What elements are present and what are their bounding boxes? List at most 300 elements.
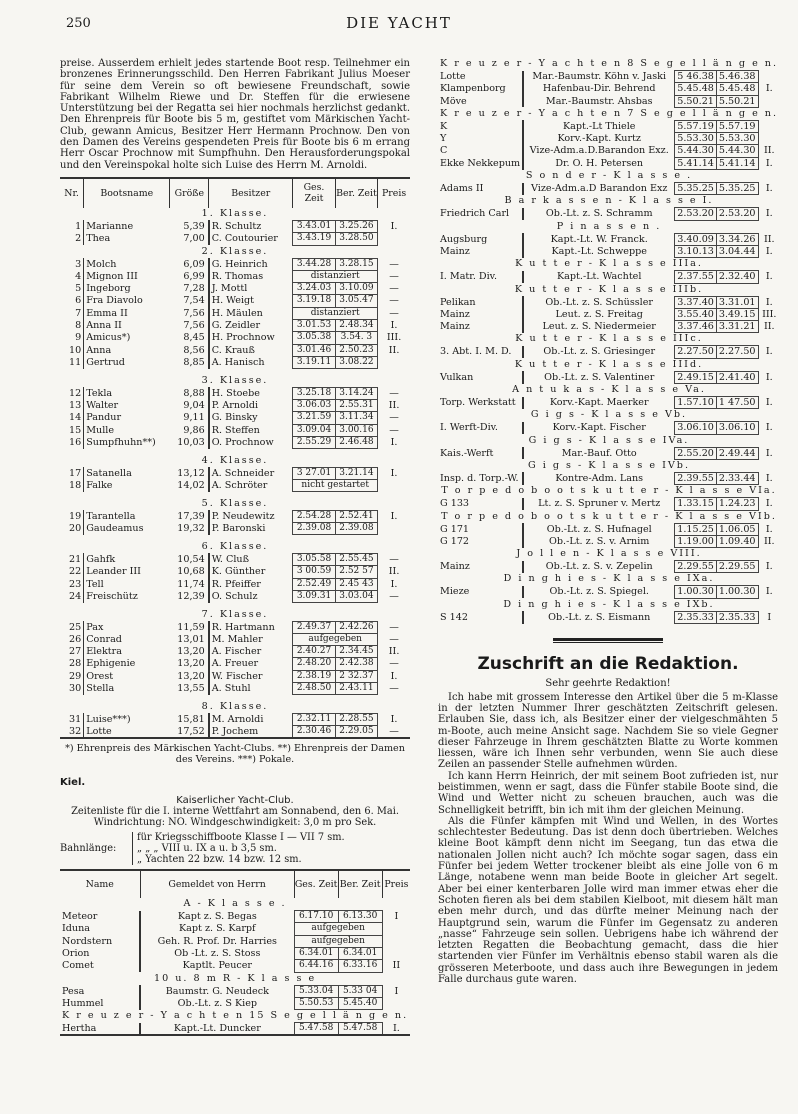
footnotes: *) Ehrenpreis des Märkischen Yacht-Clubs. **) Ehrenpreis der Damen des Vereins. ***) Pokale. bbox=[65, 743, 405, 766]
cell-size: 8,85 bbox=[170, 356, 209, 368]
table-row bbox=[60, 270, 410, 282]
table-row bbox=[60, 400, 410, 412]
course-lines bbox=[132, 832, 345, 865]
class-heading-row bbox=[60, 455, 410, 468]
table-row bbox=[60, 658, 410, 670]
cell-nr: 32 bbox=[68, 725, 82, 737]
cell-time-total: 3.10.13 bbox=[675, 245, 717, 257]
cell-time-corrected: 5.46.38 bbox=[716, 71, 758, 83]
cell-owner: Korv.-Kapt. Maerker bbox=[523, 397, 675, 409]
cell-nr: 4 bbox=[75, 270, 82, 282]
cell-owner: Baumstr. G. Neudeck bbox=[140, 985, 294, 997]
cell-time-corrected: 1.09.40 bbox=[716, 535, 758, 547]
cell-prize bbox=[758, 95, 780, 107]
cell-time-total: 5 46.38 bbox=[675, 71, 717, 83]
class-heading: K r e u z e r - Y a c h t e n 15 S e g e l l ä n g e n. bbox=[62, 1010, 409, 1022]
cell-name: Pesa bbox=[62, 985, 85, 997]
cell-status: aufgegeben bbox=[294, 935, 382, 947]
cell-prize: I. bbox=[765, 397, 773, 409]
cell-owner: A. Freuer bbox=[211, 658, 259, 670]
table-row bbox=[438, 233, 780, 245]
cell-boatname: Tekla bbox=[84, 387, 170, 399]
cell-name: Comet bbox=[62, 960, 94, 972]
cell-time-corrected: 3.28.50 bbox=[335, 233, 377, 245]
cell-time-corrected: 2.53.20 bbox=[716, 208, 758, 220]
cell-nr: 20 bbox=[68, 523, 82, 535]
cell-owner: Kapt.-Lt. Schweppe bbox=[523, 245, 675, 257]
class-heading: G i g s - K l a s s e Vb. bbox=[530, 409, 688, 421]
cell-prize bbox=[382, 935, 410, 947]
class-heading: K u t t e r - K l a s s e IIIb. bbox=[514, 283, 704, 295]
cell-size: 9,86 bbox=[170, 424, 209, 436]
cell-time-corrected: 3.28.15 bbox=[335, 258, 377, 270]
cell-name: Klampenborg bbox=[440, 83, 506, 95]
class-heading-row bbox=[438, 459, 780, 472]
cell-time-corrected: 2.52 57 bbox=[335, 566, 377, 578]
cell-prize: II bbox=[392, 960, 401, 972]
cell-time-corrected: 3.00.16 bbox=[335, 424, 377, 436]
table-row bbox=[60, 670, 410, 682]
class-heading-row bbox=[438, 358, 780, 371]
cell-prize: I. bbox=[765, 498, 773, 510]
cell-time-corrected: 5.35.25 bbox=[716, 183, 758, 195]
cell-name: Augsburg bbox=[440, 233, 488, 245]
cell-nr: 9 bbox=[75, 332, 82, 344]
cell-name: Möve bbox=[440, 95, 467, 107]
cell-name: Mieze bbox=[440, 586, 470, 598]
table-row bbox=[60, 332, 410, 344]
cell-name: S 142 bbox=[440, 611, 468, 623]
cell-nr: 10 bbox=[68, 344, 82, 356]
cell-prize: II. bbox=[763, 535, 775, 547]
cell-owner: Ob.-Lt. z. S. Schramm bbox=[523, 208, 675, 220]
class-heading: K u t t e r - K l a s s e IIIc. bbox=[515, 333, 703, 345]
intro-paragraph: preise. Ausserdem erhielt jedes startende Boot resp. Teilnehmer ein bronzenes Erinnerungsschild. Den Herren Fabrikant Julius Moeser für seine dem Verein so oft bewiesene Freundschaft, sowie Fabrikant Wilhelm Riewe und Dr. Steffen für die erwiesene Unterstützung bei der Regatta sei hier nochmals herzlichst gedankt. Den Ehrenpreis für Boote bis 5 m, gestiftet vom Märkischen Yacht-Club, gewann Amicus, Besitzer Herr Hermann Prochnow. Den von den Damen des Vereins gespendeten Preis für Boote bis 6 m errang Herr Oscar Prochnow mit Sumpfhuhn. Den Herausforderungspokal und den Vereinspokal holte sich Luise des Herrn M. Arnoldi. bbox=[60, 58, 410, 171]
cell-time-total: 3.06.10 bbox=[675, 422, 717, 434]
cell-prize: — bbox=[389, 387, 399, 399]
table-row bbox=[60, 436, 410, 448]
cell-time-corrected: 3.49.15 bbox=[716, 308, 758, 320]
table-row bbox=[438, 422, 780, 434]
cell-prize: I. bbox=[765, 561, 773, 573]
class-heading: K u t t e r - K l a s s e IIIa. bbox=[515, 258, 703, 270]
cell-nr: 3 bbox=[75, 258, 82, 270]
cell-name: Meteor bbox=[62, 911, 98, 923]
cell-owner: P. Arnoldi bbox=[211, 400, 259, 412]
cell-owner: Ob.-Lt. z. S. Hufnagel bbox=[523, 523, 675, 535]
cell-size: 6,09 bbox=[170, 258, 209, 270]
cell-owner: Ob.-Lt. z. S. Schüssler bbox=[523, 296, 675, 308]
cell-status: aufgegeben bbox=[293, 633, 378, 645]
cell-time-corrected: 2.42.26 bbox=[335, 621, 377, 633]
cell-prize: I. bbox=[390, 713, 398, 725]
class-heading-row bbox=[438, 333, 780, 346]
table-row bbox=[438, 611, 780, 623]
cell-prize: I bbox=[394, 985, 399, 997]
cell-owner: Vize-Adm.a.D Barandon Exz bbox=[523, 183, 675, 195]
journal-title: DIE YACHT bbox=[346, 14, 452, 32]
table-row bbox=[60, 713, 410, 725]
cell-size: 6,99 bbox=[170, 270, 209, 282]
cell-owner: H. Mäulen bbox=[211, 307, 263, 319]
letter-paragraph: Als die Fünfer kämpfen mit Wind und Wellen, in des Wortes schlechtester Bedeutung. Das ist denn doch übertrieben. Welches kleine Boot kämpft denn nicht im Seegang, tun das etwa die nationalen Jollen nicht auch? Ich möchte sogar sagen, dass ein Fünfer bei jedem Wetter trockener bleibt als eine Jolle von 6 m Länge, notabene wenn man beide Boote in gleicher Art segelt. Aber bei einer kenterbaren Jolle wird man immer etwas eher die Schoten fieren als bei dem stabilen Kielboot, mit diesem hält man eben mehr durch, und das dürfte meiner Meinung nach der Hauptgrund sein, warum die Fünfer im Gegensatz zu anderen „nasse“ Fahrzeuge sein sollen. Uebrigens habe ich während der letzten Regatten die Beobachtung gemacht, dass die hier startenden vier Fünfer im Verhältnis ebenso stabil waren als die grösseren Meterboote, und dass auch ihre Bewegungen in jedem Falle durchaus gute waren. bbox=[438, 815, 778, 986]
cell-size: 13,55 bbox=[170, 683, 209, 695]
cell-prize: — bbox=[389, 621, 399, 633]
table-row bbox=[438, 586, 780, 598]
class-heading-row bbox=[60, 1010, 410, 1023]
cell-time-corrected: 5.41.14 bbox=[716, 157, 758, 169]
cell-prize: — bbox=[389, 270, 399, 282]
cell-prize: I bbox=[394, 911, 399, 923]
cell-size: 14,02 bbox=[170, 480, 209, 492]
cell-name: 3. Abt. I. M. D. bbox=[440, 346, 512, 358]
class-heading: A n t u k a s - K l a s s e Va. bbox=[512, 384, 706, 396]
cell-time-corrected: 3.54. 3 bbox=[335, 332, 377, 344]
cell-prize: — bbox=[389, 683, 399, 695]
cell-boatname: Marianne bbox=[84, 220, 170, 232]
cell-owner: Kapt.-Lt. W. Franck. bbox=[523, 233, 675, 245]
cell-owner: R. Hartmann bbox=[211, 621, 275, 633]
cell-prize: — bbox=[389, 424, 399, 436]
class-heading: J o l l e n - K l a s s e VIII. bbox=[516, 548, 702, 560]
cell-time-total: 1.33.15 bbox=[675, 498, 717, 510]
cell-boatname: Falke bbox=[84, 480, 170, 492]
cell-prize bbox=[382, 997, 410, 1009]
cell-boatname: Ephigenie bbox=[84, 658, 170, 670]
cell-size: 7,56 bbox=[170, 320, 209, 332]
cell-time-corrected: 1.06.05 bbox=[716, 523, 758, 535]
table-row bbox=[438, 346, 780, 358]
cell-nr: 16 bbox=[68, 436, 82, 448]
cell-prize: I. bbox=[390, 467, 398, 479]
cell-time-total: 1.57.10 bbox=[675, 397, 717, 409]
race-info: Zeitenliste für die I. interne Wettfahrt am Sonnabend, den 6. Mai. bbox=[71, 806, 399, 818]
cell-owner: A. Schneider bbox=[211, 467, 275, 479]
cell-size: 10,03 bbox=[170, 436, 209, 448]
class-heading: 3. Klasse. bbox=[201, 374, 269, 386]
cell-boatname: Gaudeamus bbox=[84, 523, 170, 535]
table-row bbox=[60, 412, 410, 424]
cell-time-corrected: 3.05.47 bbox=[335, 295, 377, 307]
kiel-table-header bbox=[60, 870, 410, 898]
cell-owner: Kaptlt. Peucer bbox=[140, 960, 294, 972]
cell-boatname: Elektra bbox=[84, 646, 170, 658]
cell-time-corrected: 5.33 04 bbox=[338, 985, 382, 997]
cell-nr: 29 bbox=[68, 670, 82, 682]
cell-time-corrected: 2 32.37 bbox=[335, 670, 377, 682]
cell-time-corrected: 6.33.16 bbox=[338, 960, 382, 972]
class-heading: B a r k a s s e n - K l a s s e I. bbox=[504, 195, 714, 207]
cell-owner: W. Cluß bbox=[211, 553, 249, 565]
cell-status: aufgegeben bbox=[294, 923, 382, 935]
cell-boatname: Pax bbox=[84, 621, 170, 633]
cell-size: 13,12 bbox=[170, 467, 209, 479]
cell-time-total: 2.52.49 bbox=[293, 578, 335, 590]
cell-prize: I. bbox=[765, 346, 773, 358]
cell-nr: 24 bbox=[68, 590, 82, 602]
table-row bbox=[60, 590, 410, 602]
table-row bbox=[60, 633, 410, 645]
cell-nr: 2 bbox=[75, 233, 82, 245]
cell-time-corrected: 2.29.55 bbox=[716, 561, 758, 573]
cell-prize: III. bbox=[762, 308, 777, 320]
table-row bbox=[60, 295, 410, 307]
cell-time-total: 3.05.58 bbox=[293, 553, 335, 565]
cell-name: I. Werft-Div. bbox=[440, 422, 498, 434]
cell-time-corrected: 3.21.14 bbox=[335, 467, 377, 479]
cell-owner: P. Baronski bbox=[211, 523, 266, 535]
cell-time-corrected: 3.06.10 bbox=[716, 422, 758, 434]
class-heading-row bbox=[438, 485, 780, 498]
right-column bbox=[438, 58, 778, 985]
class-heading-row bbox=[438, 409, 780, 422]
cell-time-total: 2.32.11 bbox=[293, 713, 335, 725]
cell-time-total: 5.47.58 bbox=[294, 1023, 338, 1036]
cell-time-total: 5.33.04 bbox=[294, 985, 338, 997]
table-row bbox=[438, 523, 780, 535]
cell-prize: II. bbox=[763, 321, 775, 333]
cell-owner: K. Günther bbox=[211, 566, 266, 578]
cell-time-total: 2.55.20 bbox=[675, 447, 717, 459]
cell-time-total: 3.19.18 bbox=[293, 295, 335, 307]
cell-time-total: 3.21.59 bbox=[293, 412, 335, 424]
page-header bbox=[0, 10, 798, 32]
cell-nr: 15 bbox=[68, 424, 82, 436]
cell-name: Lotte bbox=[440, 71, 466, 82]
cell-time-corrected: 6.34.01 bbox=[338, 947, 382, 959]
cell-boatname: Amicus*) bbox=[84, 332, 170, 344]
cell-owner: Hafenbau-Dir. Behrend bbox=[523, 83, 675, 95]
cell-name: Friedrich Carl bbox=[440, 208, 510, 220]
cell-size: 8,45 bbox=[170, 332, 209, 344]
table-row bbox=[60, 726, 410, 739]
table-row bbox=[60, 356, 410, 368]
cell-time-corrected: 3.03.04 bbox=[335, 590, 377, 602]
cell-nr: 23 bbox=[68, 578, 82, 590]
cell-nr: 6 bbox=[75, 295, 82, 307]
col-size: Größe bbox=[170, 178, 209, 208]
cell-time-corrected: 5.45.40 bbox=[338, 997, 382, 1009]
table-row bbox=[438, 296, 780, 308]
cell-time-total: 3 27.01 bbox=[293, 467, 335, 479]
cell-size: 10,68 bbox=[170, 566, 209, 578]
class-heading-row bbox=[60, 898, 410, 911]
cell-boatname: Sumpfhuhn**) bbox=[84, 436, 170, 448]
cell-prize: I. bbox=[765, 208, 773, 220]
cell-prize: — bbox=[389, 258, 399, 270]
cell-time-total: 3.24.03 bbox=[293, 283, 335, 295]
cell-nr: 19 bbox=[68, 510, 82, 522]
cell-time-corrected: 2.48.34 bbox=[335, 320, 377, 332]
class-heading: D i n g h i e s - K l a s s e IXa. bbox=[503, 573, 715, 585]
class-heading-row bbox=[438, 598, 780, 611]
cell-boatname: Tarantella bbox=[84, 510, 170, 522]
cell-prize: II. bbox=[388, 344, 400, 356]
cell-size: 7,00 bbox=[170, 233, 209, 245]
cell-owner: Vize-Adm.a.D.Barandon Exz. bbox=[523, 145, 675, 157]
cell-boatname: Molch bbox=[84, 258, 170, 270]
cell-owner: Mar.-Baumstr. Ahsbas bbox=[523, 95, 675, 107]
table-row bbox=[60, 646, 410, 658]
class-heading-row bbox=[60, 245, 410, 258]
cell-time-corrected: 5.45.48 bbox=[716, 83, 758, 95]
cell-name: I. Matr. Div. bbox=[440, 271, 498, 283]
table-row bbox=[60, 985, 410, 997]
cell-owner: Geh. R. Prof. Dr. Harries bbox=[140, 935, 294, 947]
cell-boatname: Tell bbox=[84, 578, 170, 590]
class-heading: T o r p e d o b o o t s k u t t e r - K l a s s e VIb. bbox=[441, 510, 777, 522]
table-row bbox=[60, 233, 410, 245]
cell-nr: 5 bbox=[75, 283, 82, 295]
cell-time-total: 3.05.38 bbox=[293, 332, 335, 344]
cell-owner: Leut. z. S. Freitag bbox=[523, 308, 675, 320]
cell-owner: G. Binsky bbox=[211, 412, 258, 424]
cell-owner: Kapt z. S. Karpf bbox=[140, 923, 294, 935]
cell-prize: I. bbox=[390, 436, 398, 448]
cell-owner: A. Hanisch bbox=[211, 356, 265, 368]
cell-time-total: 3.44.28 bbox=[293, 258, 335, 270]
cell-prize: I. bbox=[765, 83, 773, 95]
cell-time-total: 6.44.16 bbox=[294, 960, 338, 972]
cell-owner: J. Mottl bbox=[211, 283, 248, 295]
table-row bbox=[60, 283, 410, 295]
page-number: 250 bbox=[66, 16, 91, 31]
cell-time-total: 2.29.55 bbox=[675, 561, 717, 573]
cell-time-corrected: 3.11.34 bbox=[335, 412, 377, 424]
cell-size: 10,54 bbox=[170, 553, 209, 565]
cell-prize bbox=[758, 120, 780, 132]
cell-time-corrected: 3.31.01 bbox=[716, 296, 758, 308]
cell-owner: R. Steffen bbox=[211, 424, 260, 436]
cell-time-corrected: 2.55.45 bbox=[335, 553, 377, 565]
left-column bbox=[60, 58, 410, 1036]
cell-owner: A. Stuhl bbox=[211, 683, 251, 695]
cell-size: 11,59 bbox=[170, 621, 209, 633]
table-row bbox=[60, 220, 410, 232]
cell-owner: O. Schulz bbox=[211, 590, 258, 602]
class-heading: K r e u z e r - Y a c h t e n 7 S e g e l l ä n g e n. bbox=[440, 107, 779, 119]
cell-boatname: Leander III bbox=[84, 566, 170, 578]
cell-name: Mainz bbox=[440, 245, 470, 257]
class-heading: K r e u z e r - Y a c h t e n 8 S e g e l l ä n g e n. bbox=[440, 58, 779, 69]
table-row bbox=[438, 71, 780, 83]
cell-owner: Lt. z. S. Spruner v. Mertz bbox=[523, 498, 675, 510]
cell-prize: — bbox=[389, 658, 399, 670]
cell-prize bbox=[378, 480, 410, 492]
cell-time-corrected: 3.04.44 bbox=[716, 245, 758, 257]
cell-time-corrected: 2.29.05 bbox=[335, 726, 377, 739]
cell-owner: Kontre-Adm. Lans bbox=[523, 472, 675, 484]
cell-name: Mainz bbox=[440, 308, 470, 320]
cell-prize: I bbox=[767, 611, 772, 623]
table-row bbox=[60, 1023, 410, 1036]
cell-time-corrected: 2.35.33 bbox=[716, 611, 758, 623]
cell-time-total: 2.40.27 bbox=[293, 646, 335, 658]
cell-prize: I. bbox=[765, 371, 773, 383]
table-row bbox=[438, 271, 780, 283]
cell-time-corrected: 5.47.58 bbox=[338, 1023, 382, 1036]
table-row bbox=[60, 683, 410, 695]
class-heading-row bbox=[438, 384, 780, 397]
cell-name: Iduna bbox=[62, 923, 91, 935]
cell-owner: Ob -Lt. z. S. Stoss bbox=[140, 947, 294, 959]
cell-owner: Kapt z. S. Begas bbox=[140, 911, 294, 923]
cell-nr: 7 bbox=[75, 307, 82, 319]
cell-size: 11,74 bbox=[170, 578, 209, 590]
cell-prize: I. bbox=[390, 578, 398, 590]
letter-paragraph: Ich kann Herrn Heinrich, der mit seinem Boot zufrieden ist, nur beistimmen, wenn er sagt, dass die Fünfer stabile Boote sind, die Wind und Wetter nicht zu scheuen brauchen, auch was die Schnelligkeit betrifft, bin ich mit ihm der gleichen Meinung. bbox=[438, 770, 778, 816]
table-row bbox=[60, 344, 410, 356]
class-heading-row bbox=[438, 548, 780, 561]
class-heading-row bbox=[438, 573, 780, 586]
col-time1: Ges. Zeit bbox=[294, 870, 338, 898]
cell-owner: G. Heinrich bbox=[211, 258, 268, 270]
cell-owner: P. Neudewitz bbox=[211, 510, 275, 522]
cell-size: 7,54 bbox=[170, 295, 209, 307]
table-row bbox=[438, 157, 780, 169]
class-heading-row bbox=[438, 107, 780, 120]
cell-boatname: Lotte bbox=[84, 726, 170, 739]
cell-boatname: Anna bbox=[84, 344, 170, 356]
results-table-header bbox=[60, 178, 410, 208]
cell-time-corrected: 2.39.08 bbox=[335, 523, 377, 535]
cell-size: 13,20 bbox=[170, 646, 209, 658]
col-owner: Gemeldet von Herrn bbox=[140, 870, 294, 898]
cell-owner: M. Mahler bbox=[211, 633, 263, 645]
cell-prize: I. bbox=[765, 245, 773, 257]
cell-time-total: 3.55.40 bbox=[675, 308, 717, 320]
table-row bbox=[438, 145, 780, 157]
table-row bbox=[60, 523, 410, 535]
cell-time-total: 5.53.30 bbox=[675, 133, 717, 145]
cell-time-total: 1.19.00 bbox=[675, 535, 717, 547]
cell-nr: 14 bbox=[68, 412, 82, 424]
cell-size: 8,88 bbox=[170, 387, 209, 399]
table-row bbox=[438, 472, 780, 484]
cell-owner: Ob.-Lt. z. S. Valentiner bbox=[523, 371, 675, 383]
col-boatname: Bootsname bbox=[84, 178, 170, 208]
cell-owner: Mar.-Baumstr. Köhn v. Jaski bbox=[523, 71, 675, 83]
table-row bbox=[60, 424, 410, 436]
cell-prize: I. bbox=[765, 586, 773, 598]
cell-time-total: 5.50.21 bbox=[675, 95, 717, 107]
cell-owner: O. Prochnow bbox=[211, 436, 274, 448]
cell-time-total: 2.48.20 bbox=[293, 658, 335, 670]
cell-time-corrected: 6.13.30 bbox=[338, 911, 382, 923]
class-heading: 1. Klasse. bbox=[201, 207, 269, 219]
cell-nr: 1 bbox=[75, 220, 82, 232]
cell-owner: R. Schultz bbox=[211, 220, 262, 232]
class-heading: 10 u. 8 m R - K l a s s e bbox=[154, 972, 317, 984]
class-heading: 5. Klasse. bbox=[201, 497, 269, 509]
cell-status: distanziert bbox=[293, 270, 378, 282]
cell-time-total: 2.49.37 bbox=[293, 621, 335, 633]
cell-prize: I. bbox=[765, 157, 773, 169]
cell-size: 8,56 bbox=[170, 344, 209, 356]
cell-name: Insp. d. Torp.-W. bbox=[440, 472, 519, 484]
class-heading: 7. Klasse. bbox=[201, 608, 269, 620]
cell-nr: 22 bbox=[68, 566, 82, 578]
cell-prize: I. bbox=[765, 296, 773, 308]
cell-size: 7,56 bbox=[170, 307, 209, 319]
cell-time-total: 2.54.28 bbox=[293, 510, 335, 522]
cell-prize: I. bbox=[765, 271, 773, 283]
cell-owner: Ob.-Lt. z. S. v. Zepelin bbox=[523, 561, 675, 573]
cell-name: Hummel bbox=[62, 997, 104, 1009]
cell-nr: 31 bbox=[68, 713, 82, 725]
cell-time-total: 3.09.31 bbox=[293, 590, 335, 602]
section-kiel: Kiel. bbox=[60, 777, 86, 789]
